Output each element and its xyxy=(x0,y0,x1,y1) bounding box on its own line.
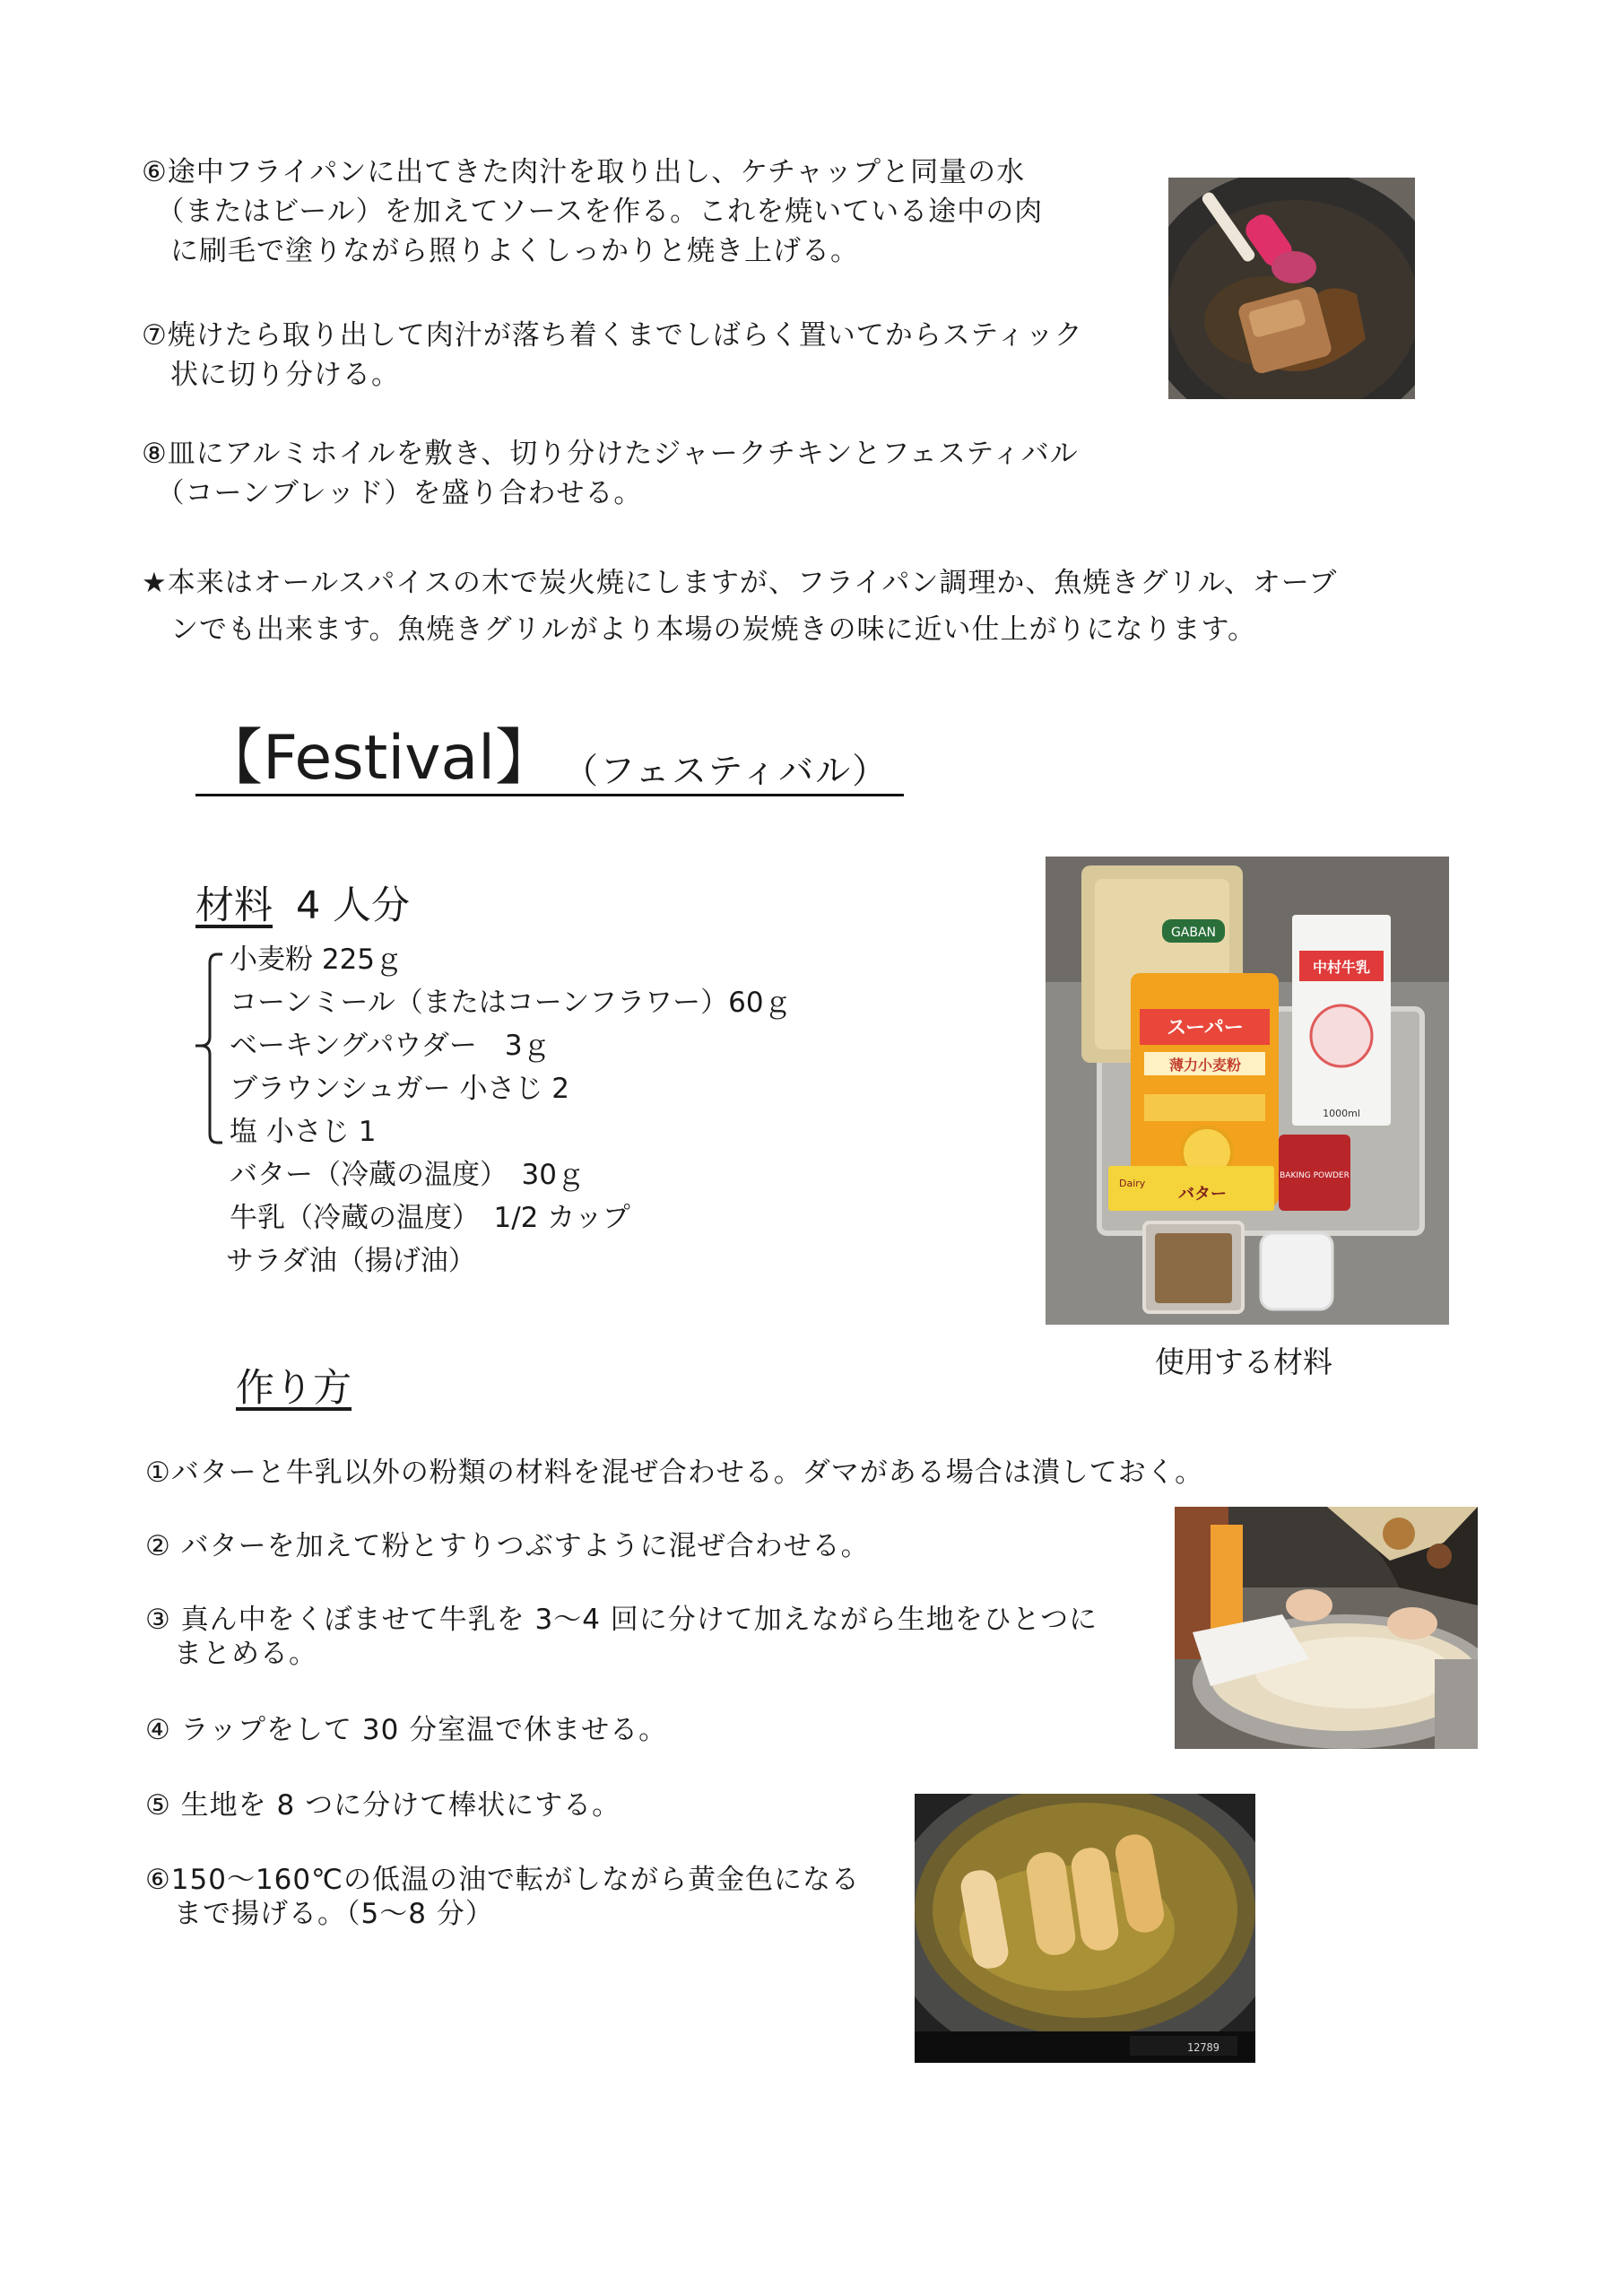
stove-readout-text: 12789 xyxy=(1186,2041,1219,2054)
ingredient-flour: 小麦粉 225ｇ xyxy=(230,944,404,976)
flour-sub-text: 薄力小麦粉 xyxy=(1168,1057,1242,1074)
ingredient-oil: サラダ油（揚げ油） xyxy=(226,1245,476,1277)
method-step-1: ①バターと牛乳以外の粉類の材料を混ぜ合わせる。ダマがある場合は潰しておく。 xyxy=(145,1457,1204,1489)
title-underline xyxy=(195,794,904,796)
ingredient-salt: 塩 小さじ 1 xyxy=(230,1116,377,1148)
ingredient-milk: 牛乳（冷蔵の温度） 1/2 カップ xyxy=(230,1202,630,1234)
photo-mixing-dough xyxy=(1175,1507,1478,1749)
butter-label-text: バター xyxy=(1178,1185,1227,1204)
method-step-6: ⑥150〜160℃の低温の油で転がしながら黄金色になる まで揚げる。（5〜8 分） xyxy=(145,1864,860,1930)
ingredient-brown-sugar: ブラウンシュガー 小さじ 2 xyxy=(230,1073,570,1105)
method-step-5: ⑤ 生地を 8 つに分けて棒状にする。 xyxy=(145,1789,621,1822)
step-7-text: ⑦焼けたら取り出して肉汁が落ち着くまでしばらく置いてからスティック 状に切り分ける。 xyxy=(142,319,1083,391)
ingredient-group-bracket xyxy=(190,942,226,1157)
method-step-4: ④ ラップをして 30 分室温で休ませる。 xyxy=(145,1714,668,1746)
milk-volume-text: 1000ml xyxy=(1323,1108,1360,1119)
step-6-text: ⑥途中フライパンに出てきた肉汁を取り出し、ケチャップと同量の水 （またはビール）を加えてソースを作る。これを焼いている途中の肉 に刷毛で塗りながら照りよくしっかりと焼き上げる。 xyxy=(142,156,1044,267)
festival-title: 【Festival】 xyxy=(202,723,557,794)
servings: 4 人分 xyxy=(296,883,411,928)
milk-brand-text: 中村牛乳 xyxy=(1312,959,1371,976)
method-heading: 作り方 xyxy=(236,1366,352,1411)
method-step-3: ③ 真ん中をくぼませて牛乳を 3〜4 回に分けて加えながら生地をひとつに まとめる。 xyxy=(145,1604,1098,1670)
ingredient-baking-powder: ベーキングパウダー 3ｇ xyxy=(230,1030,551,1062)
butter-brand-text: Dairy xyxy=(1119,1178,1146,1189)
flour-brand-text: スーパー xyxy=(1167,1017,1244,1039)
ingredient-butter: バター（冷蔵の温度） 30ｇ xyxy=(230,1159,585,1191)
photo-ingredients xyxy=(1046,857,1449,1325)
photo-caption: 使用する材料 xyxy=(1155,1344,1332,1379)
ingredient-cornmeal: コーンミール（またはコーンフラワー）60ｇ xyxy=(230,987,792,1019)
ingredients-heading: 材料 xyxy=(195,883,273,928)
festival-subtitle: （フェスティバル） xyxy=(563,752,890,792)
baking-powder-text: BAKING POWDER xyxy=(1280,1171,1350,1180)
photo-basting-chicken xyxy=(1168,178,1415,399)
cooking-note: ★本来はオールスパイスの木で炭火焼にしますが、フライパン調理か、魚焼きグリル、オーブ ンでも出来ます。魚焼きグリルがより本場の炭焼きの味に近い仕上がりになります。 xyxy=(142,567,1338,646)
photo-frying-festival xyxy=(915,1794,1255,2063)
spice-brand-text: GABAN xyxy=(1170,926,1217,940)
step-8-text: ⑧皿にアルミホイルを敷き、切り分けたジャークチキンとフェスティバル （コーンブレッド）を盛り合わせる。 xyxy=(142,438,1079,509)
method-step-2: ② バターを加えて粉とすりつぶすように混ぜ合わせる。 xyxy=(145,1530,870,1562)
